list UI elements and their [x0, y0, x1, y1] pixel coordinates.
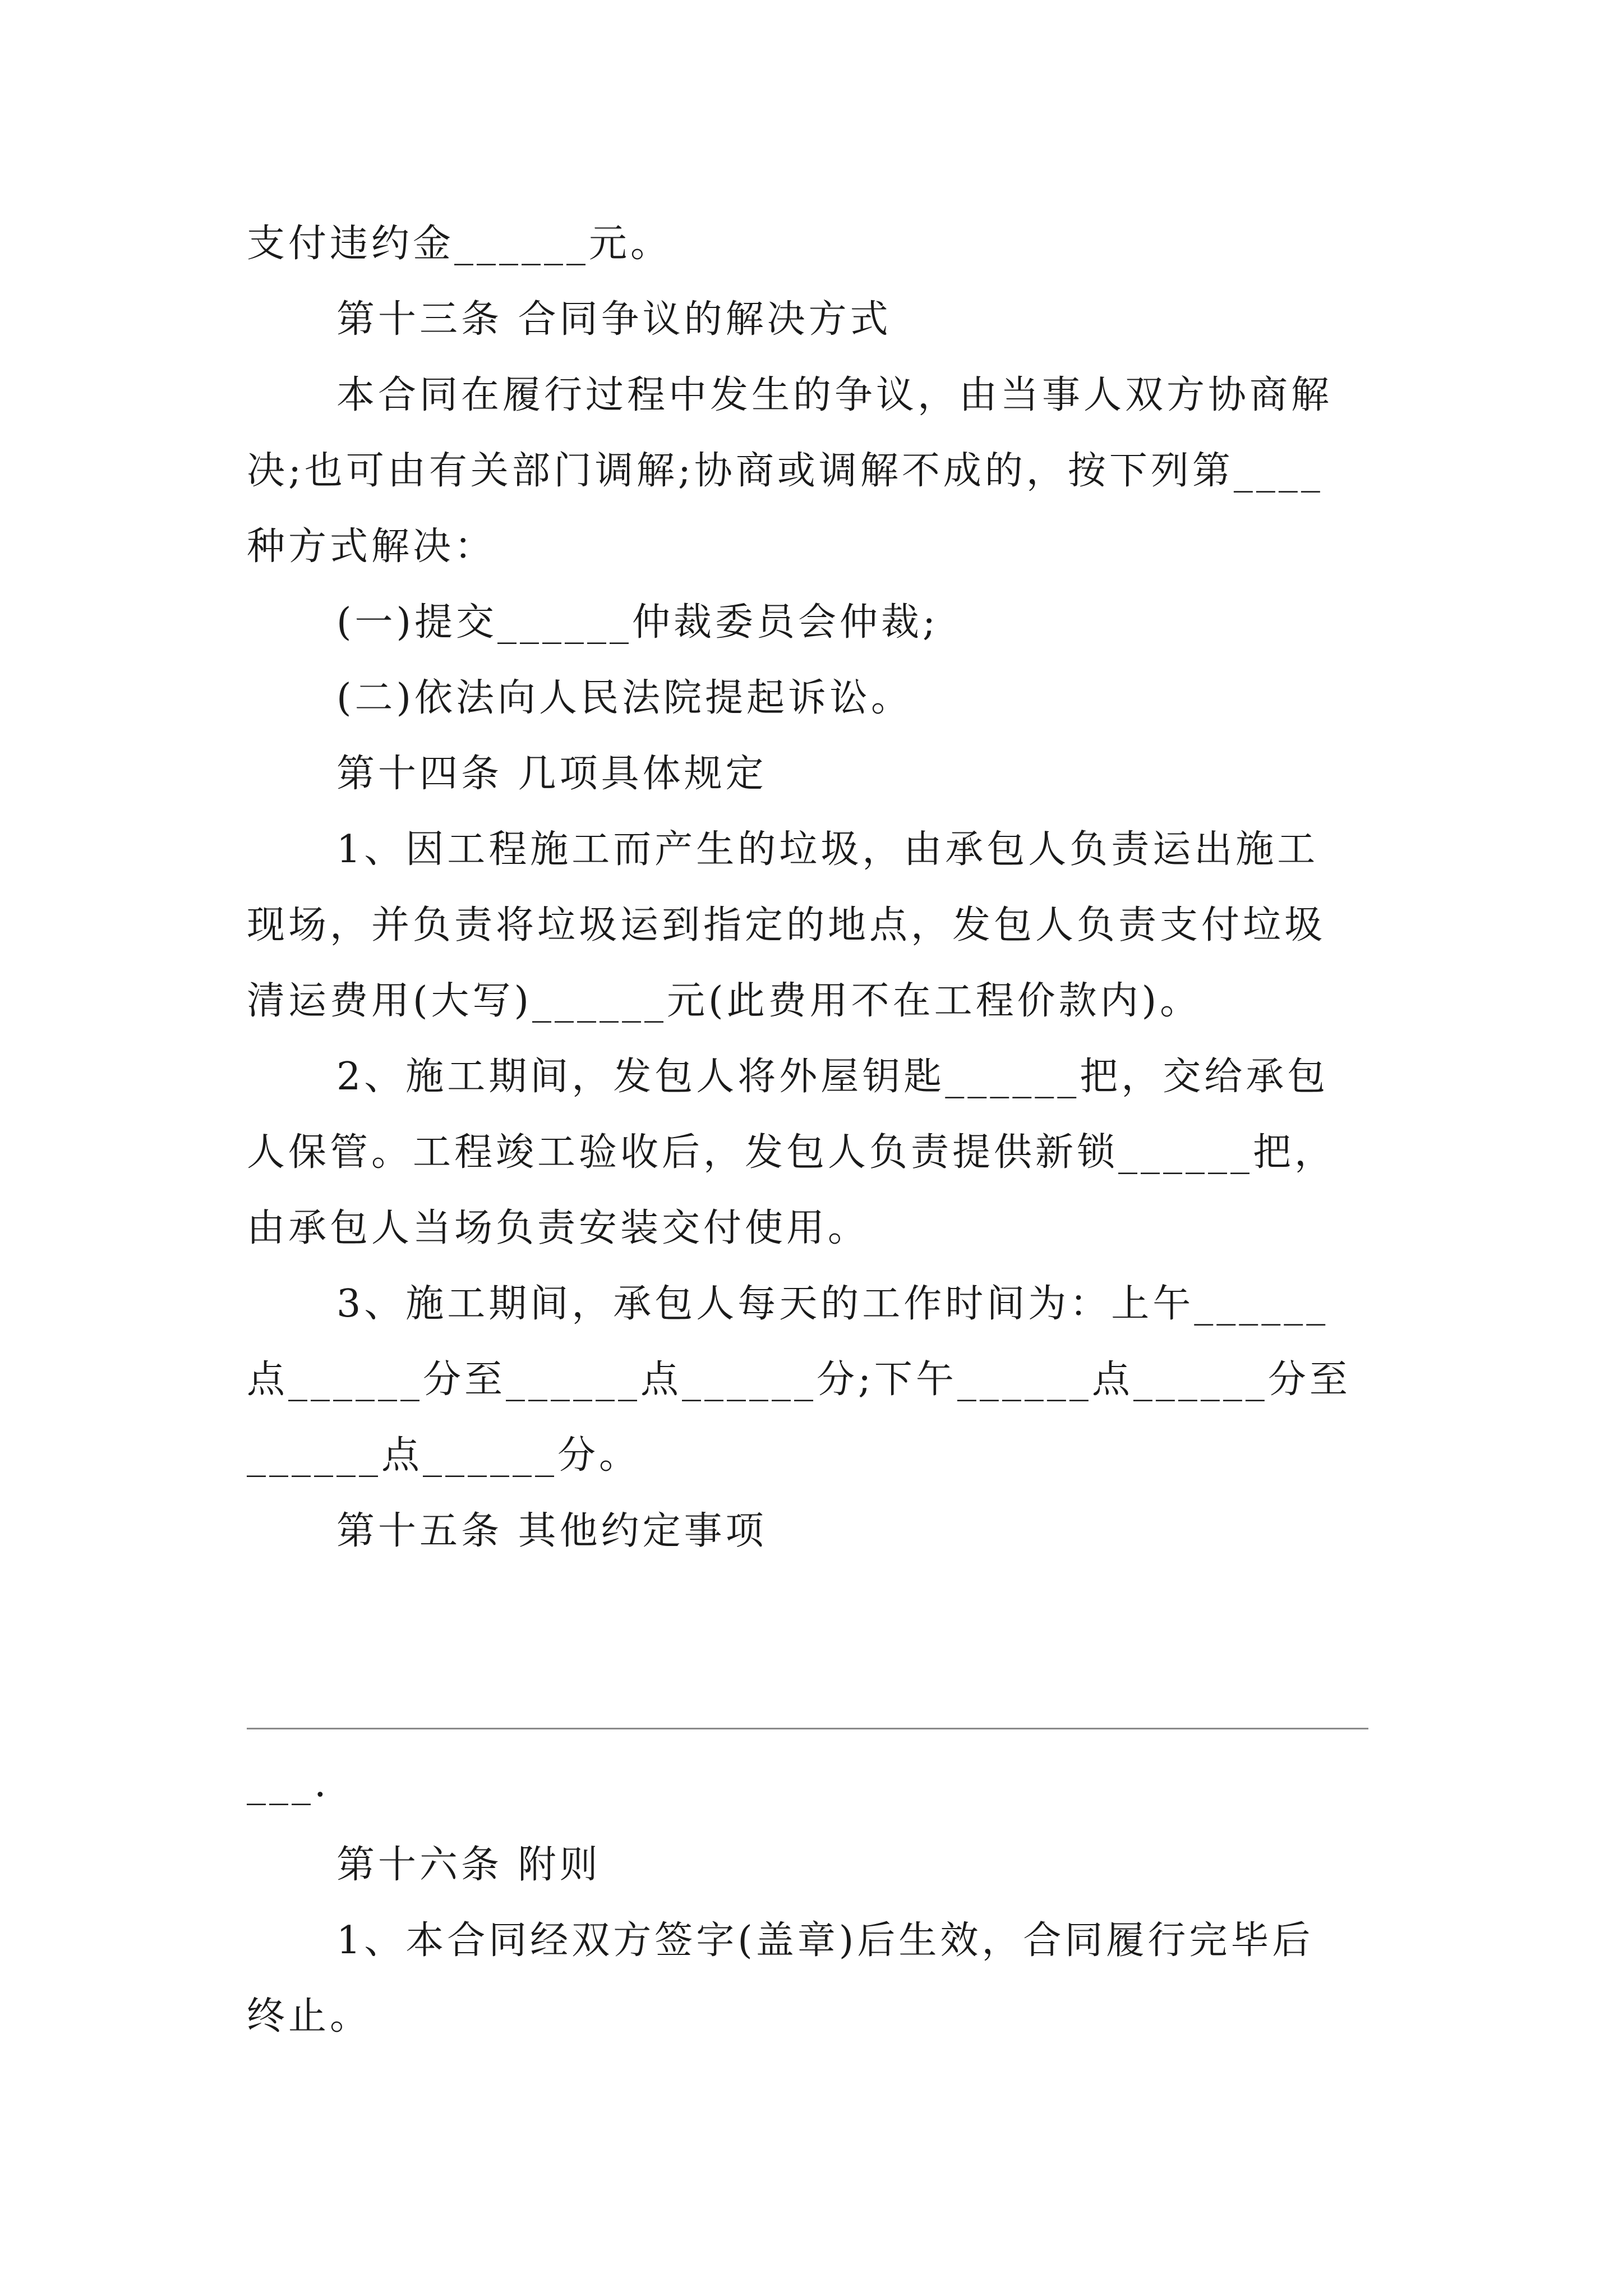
text-line: 点______分至______点______分;下午______点______分至: [247, 1358, 1351, 1402]
text-line: 1、因工程施工而产生的垃圾，由承包人负责运出施工: [336, 827, 1319, 872]
text-line: 1、本合同经双方签字(盖章)后生效，合同履行完毕后: [336, 1918, 1314, 1963]
text-line: (二)依法向人民法院提起诉讼。: [336, 676, 913, 720]
text-line: 终止。: [247, 1994, 372, 2039]
article-heading: 第十五条 其他约定事项: [336, 1509, 767, 1553]
text-line: 由承包人当场负责安装交付使用。: [247, 1206, 870, 1250]
article-heading: 第十三条 合同争议的解决方式: [336, 297, 892, 342]
blank-fill-line: [247, 1728, 1368, 1729]
text-line: 本合同在履行过程中发生的争议，由当事人双方协商解: [336, 373, 1333, 417]
text-line: 人保管。工程竣工验收后，发包人负责提供新锁______把，: [247, 1130, 1336, 1175]
article-heading: 第十四条 几项具体规定: [336, 752, 767, 796]
text-line: 3、施工期间，承包人每天的工作时间为：上午______: [336, 1282, 1329, 1326]
text-line: ______点______分。: [247, 1433, 641, 1478]
text-line: 种方式解决：: [247, 524, 496, 569]
article-heading: 第十六条 附则: [336, 1843, 601, 1887]
text-line: 2、施工期间，发包人将外屋钥匙______把，交给承包: [336, 1055, 1329, 1099]
text-line: 清运费用(大写)______元(此费用不在工程价款内)。: [247, 979, 1202, 1023]
text-line: 决;也可由有关部门调解;协商或调解不成的，按下列第____: [247, 449, 1324, 493]
text-line: ___.: [247, 1761, 330, 1806]
text-line: 支付违约金______元。: [247, 222, 672, 266]
text-line: (一)提交______仲裁委员会仲裁;: [336, 600, 939, 645]
text-line: 现场，并负责将垃圾运到指定的地点，发包人负责支付垃圾: [247, 903, 1326, 947]
